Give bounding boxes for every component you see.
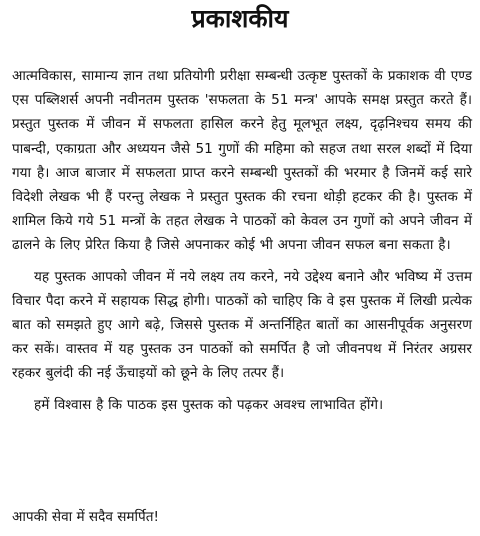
- page-title: प्रकाशकीय: [191, 4, 289, 33]
- paragraph-purpose: यह पुस्तक आपको जीवन में नये लक्ष्य तय करने, नये उद्देश्य बनाने और भविष्य में उत्तम विचार पैदा करने में सहायक सिद्ध होगी। पाठकों को चाहिए कि वे इस पुस्तक में लिखी प्रत्येक बात को समझते हुए आगे बढ़े, जिससे पुस्तक में अन्तर्निहित बातों का आसनीपूर्वक अनुसरण कर सकें। वास्तव में यह पुस्तक उन पाठकों को समर्पित है जो जीवनपथ में निरंतर अग्रसर रहकर बुलंदी की नई ऊँचाइयों को छूने के लिए तत्पर हैं।: [12, 268, 472, 382]
- paragraph-intro: आत्मविकास, सामान्य ज्ञान तथा प्रतियोगी प्ररीक्षा सम्बन्धी उत्कृष्ट पुस्तकों के प्रकाशक वी एण्ड एस पब्लिशर्स अपनी नवीनतम पुस्तक 'सफलता के 51 मन्त्र' आपके समक्ष प्रस्तुत करते हैं। प्रस्तुत पुस्तक में जीवन में सफलता हासिल करने हेतु मूलभूत लक्ष्य, दृढ़निश्चय समय की पाबन्दी, एकाग्रता और अध्ययन जैसे 51 गुणों की महिमा को सहज तथा सरल शब्दों में दिया गया है। आज बाजार में सफलता प्राप्त करने सम्बन्धी पुस्तकों की भरमार है जिनमें कई सारे विदेशी लेखक भी हैं परन्तु लेखक ने प्रस्तुत पुस्तक की रचना थोड़ी हटकर की है। पुस्तक में शामिल किये गये 51 मन्त्रों के तहत लेखक ने पाठकों को केवल उन गुणों को अपने जीवन में ढालने के लिए प्रेरित किया है जिसे अपनाकर कोई भी अपना जीवन सफल बना सकता है।: [12, 68, 472, 254]
- closing-line: आपकी सेवा में सदैव समर्पित!: [12, 509, 159, 525]
- paragraph-belief: हमें विश्वास है कि पाठक इस पुस्तक को पढ़कर अवश्च लाभावित होंगे।: [34, 396, 384, 413]
- document-body: [12, 64, 472, 424]
